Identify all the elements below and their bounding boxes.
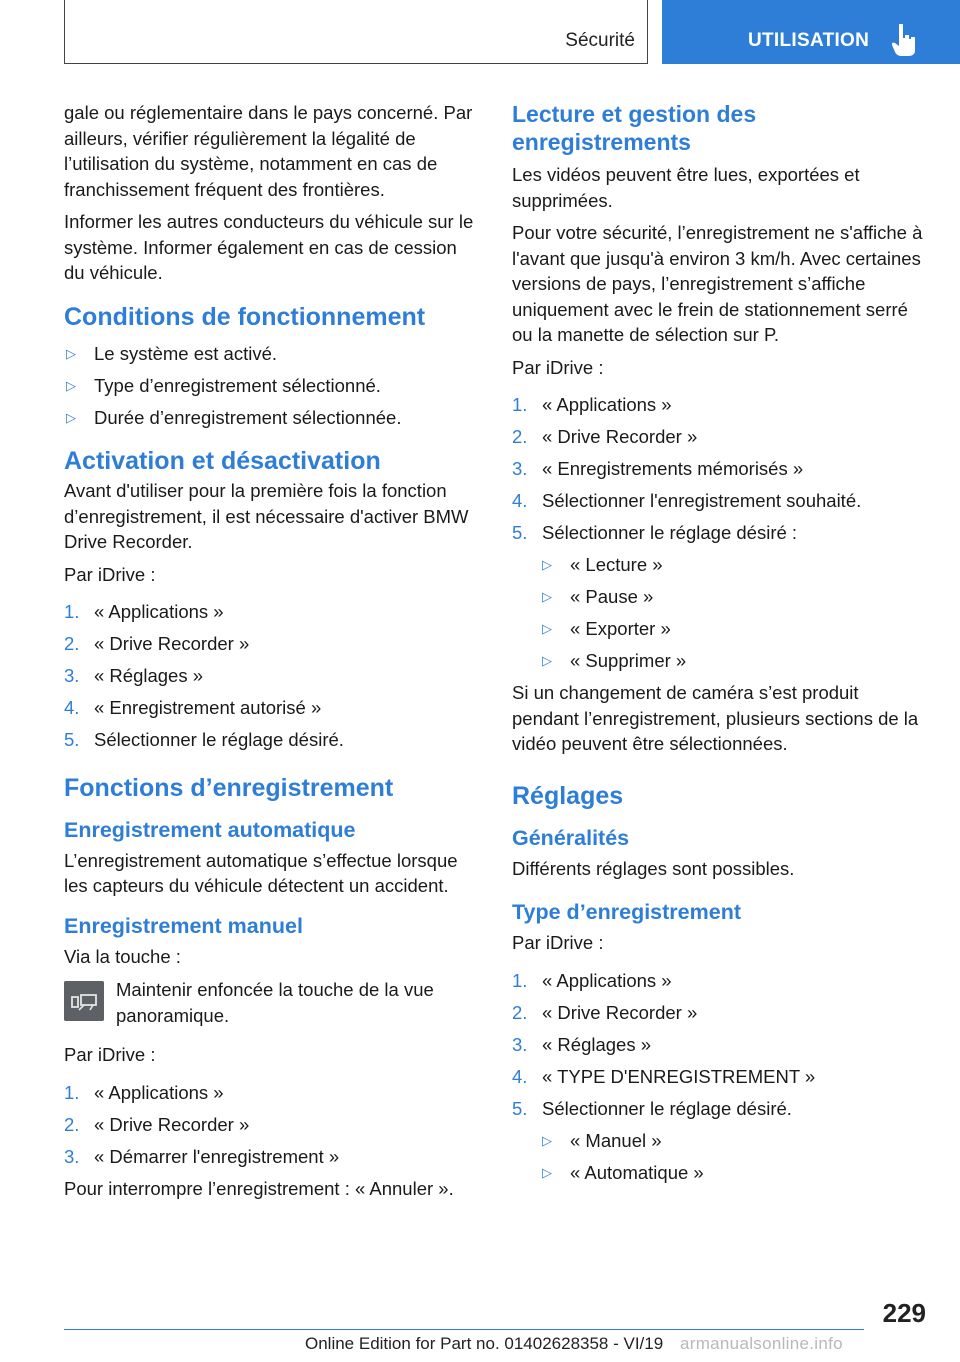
step-number: 2. bbox=[512, 426, 528, 447]
list-item: ▷ « Exporter » bbox=[540, 616, 926, 642]
watermark: armanualsonline.info bbox=[680, 1334, 843, 1353]
step-text: Sélectionner le réglage désiré. bbox=[542, 1097, 792, 1119]
pointing-hand-icon bbox=[892, 22, 918, 56]
step-number: 1. bbox=[512, 394, 528, 415]
key-instruction-text: Maintenir enfoncée la touche de la vue panoramique. bbox=[116, 979, 434, 1026]
list-item: ▷ Durée d’enregistrement sélectionnée. bbox=[64, 405, 480, 431]
step-text: Sélectionner l'enregistrement souhaité. bbox=[542, 490, 862, 511]
left-column bbox=[64, 100, 480, 1208]
playback-steps bbox=[512, 392, 926, 546]
footer-divider bbox=[64, 1329, 864, 1330]
stop-paragraph: Pour interrompre l’enregistrement : « Annuler ». bbox=[64, 1177, 454, 1199]
header-chapter-title: UTILISATION bbox=[748, 30, 870, 51]
list-item bbox=[64, 1112, 480, 1138]
list-item bbox=[64, 663, 480, 689]
step-text: « Applications » bbox=[94, 601, 224, 622]
via-key: Via la touche : bbox=[64, 945, 181, 967]
right-column bbox=[512, 100, 926, 1192]
step-number: 4. bbox=[64, 697, 80, 718]
intro-paragraph: Informer les autres conducteurs du véhicule sur le système. Informer également en cas de cession du véhicule. bbox=[64, 211, 474, 283]
panoramic-view-button-icon bbox=[64, 981, 104, 1021]
activation-steps bbox=[64, 599, 480, 753]
step-number: 5. bbox=[512, 522, 528, 543]
list-item: ▷ « Lecture » bbox=[540, 552, 926, 578]
activation-paragraph: Avant d'utiliser pour la première fois la fonction d’enregistrement, il est nécessaire d'activer BMW Drive Recorder. bbox=[64, 480, 469, 552]
step-text: « Démarrer l'enregistrement » bbox=[94, 1145, 340, 1167]
list-item bbox=[512, 488, 926, 514]
step-text: Sélectionner le réglage désiré : bbox=[542, 522, 798, 543]
header-chapter-tab bbox=[662, 0, 960, 64]
via-idrive: Par iDrive : bbox=[64, 1044, 156, 1065]
via-idrive: Par iDrive : bbox=[512, 932, 604, 953]
camera-change-paragraph: Si un changement de caméra s’est produit pendant l’enregistrement, plusieurs sections de la vidéo peuvent être sélectionnées. bbox=[512, 682, 919, 754]
step-number: 3. bbox=[64, 665, 80, 686]
header-section-box bbox=[64, 0, 648, 64]
step-number: 3. bbox=[64, 1145, 80, 1167]
list-item: ▷ « Manuel » bbox=[540, 1128, 926, 1154]
header-section-title: Sécurité bbox=[565, 30, 635, 51]
list-item bbox=[512, 424, 926, 450]
auto-recording-paragraph: L’enregistrement automatique s’effectue lorsque les capteurs du véhicule détectent un accident. bbox=[64, 849, 458, 896]
step-text: « Drive Recorder » bbox=[94, 1113, 250, 1135]
playback-options bbox=[540, 552, 926, 674]
step-text: Sélectionner le réglage désiré. bbox=[94, 729, 344, 750]
step-text: « Enregistrements mémorisés » bbox=[542, 458, 804, 479]
step-number: 5. bbox=[512, 1097, 528, 1119]
key-instruction bbox=[64, 977, 480, 1028]
list-item bbox=[64, 695, 480, 721]
list-item: ▷ Type d’enregistrement sélectionné. bbox=[64, 373, 480, 399]
step-number: 1. bbox=[64, 1081, 80, 1103]
step-number: 2. bbox=[64, 633, 80, 654]
intro-paragraph: gale ou réglementaire dans le pays concerné. Par ailleurs, vérifier régulièrement la légalité de l’utilisation du système, notamment en cas de franchissement fréquent des frontières. bbox=[64, 102, 473, 200]
step-number: 3. bbox=[512, 1033, 528, 1055]
list-item bbox=[512, 520, 926, 546]
step-number: 1. bbox=[512, 969, 528, 991]
list-item bbox=[64, 727, 480, 753]
list-item bbox=[512, 392, 926, 418]
settings-steps bbox=[512, 968, 926, 1122]
step-text: « Drive Recorder » bbox=[94, 633, 250, 654]
step-text: « Drive Recorder » bbox=[542, 1001, 698, 1023]
list-item bbox=[64, 631, 480, 657]
conditions-list bbox=[64, 341, 480, 431]
via-idrive: Par iDrive : bbox=[64, 563, 156, 585]
via-idrive: Par iDrive : bbox=[512, 356, 604, 378]
step-text: « Réglages » bbox=[542, 1033, 652, 1055]
heading-activation: Activation et désactivation bbox=[64, 447, 381, 475]
playback-paragraph: Les vidéos peuvent être lues, exportées et supprimées. bbox=[512, 164, 860, 211]
step-text: « Drive Recorder » bbox=[542, 426, 698, 447]
step-number: 4. bbox=[512, 490, 528, 511]
step-number: 1. bbox=[64, 601, 80, 622]
heading-auto-recording: Enregistrement automatique bbox=[64, 817, 356, 842]
step-number: 3. bbox=[512, 458, 528, 479]
heading-settings: Réglages bbox=[512, 781, 624, 810]
step-text: « TYPE D'ENREGISTREMENT » bbox=[542, 1065, 816, 1087]
edition-text: Online Edition for Part no. 01402628358 - VI/19 bbox=[305, 1334, 664, 1353]
step-text: « Applications » bbox=[542, 969, 672, 991]
step-number: 2. bbox=[64, 1113, 80, 1135]
step-number: 2. bbox=[512, 1001, 528, 1023]
heading-functions: Fonctions d’enregistrement bbox=[64, 773, 394, 802]
list-item: ▷ Le système est activé. bbox=[64, 341, 480, 367]
general-paragraph: Différents réglages sont possibles. bbox=[512, 857, 795, 879]
list-item: ▷ « Pause » bbox=[540, 584, 926, 610]
list-item: ▷ « Supprimer » bbox=[540, 648, 926, 674]
heading-conditions: Conditions de fonctionnement bbox=[64, 302, 426, 331]
list-item bbox=[512, 1096, 926, 1122]
list-item bbox=[64, 1080, 480, 1106]
list-item bbox=[512, 1064, 926, 1090]
step-text: « Applications » bbox=[542, 394, 672, 415]
list-item: ▷ « Automatique » bbox=[540, 1160, 926, 1186]
page-number: 229 bbox=[882, 1298, 926, 1328]
heading-general: Généralités bbox=[512, 825, 630, 850]
heading-playback: Lecture et gestion des enregistrements bbox=[512, 101, 757, 155]
list-item bbox=[64, 599, 480, 625]
list-item bbox=[512, 1000, 926, 1026]
step-number: 5. bbox=[64, 729, 80, 750]
playback-paragraph: Pour votre sécurité, l’enregistrement ne s'affiche à l'avant que jusqu'à environ 3 km/h. Avec certaines versions de pays, l’enregistrement s’affiche uniquement avec le frein de stationnement serré ou la manette de sélection sur P. bbox=[512, 222, 923, 345]
list-item bbox=[512, 456, 926, 482]
step-number: 4. bbox=[512, 1065, 528, 1087]
manual-steps bbox=[64, 1080, 480, 1170]
heading-recording-type: Type d’enregistrement bbox=[512, 900, 741, 924]
heading-manual-recording: Enregistrement manuel bbox=[64, 913, 303, 938]
list-item bbox=[512, 1032, 926, 1058]
step-text: « Applications » bbox=[94, 1081, 224, 1103]
list-item bbox=[512, 968, 926, 994]
list-item bbox=[64, 1144, 480, 1170]
recording-type-options bbox=[540, 1128, 926, 1186]
step-text: « Réglages » bbox=[94, 665, 204, 686]
step-text: « Enregistrement autorisé » bbox=[94, 697, 322, 718]
